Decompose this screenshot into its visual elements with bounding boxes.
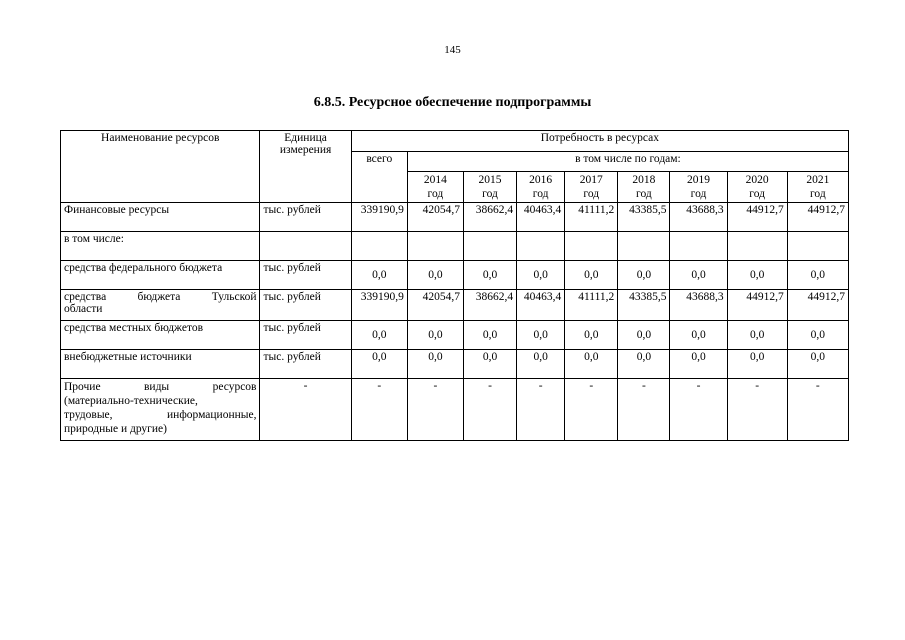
cell-value: 0,0	[517, 261, 565, 290]
row-name	[61, 379, 260, 441]
row-name-line1: Прочие виды ресурсов	[64, 381, 257, 393]
table-row	[61, 261, 849, 290]
cell-value: 38662,4	[463, 203, 516, 232]
header-year: 2016 год	[517, 172, 565, 203]
row-name-line2: (материально-технические,	[64, 395, 198, 407]
cell-value: 0,0	[463, 350, 516, 379]
cell-value: 42054,7	[407, 203, 463, 232]
cell-value	[727, 232, 787, 261]
cell-value: 43385,5	[618, 203, 670, 232]
cell-value	[407, 232, 463, 261]
row-unit	[260, 232, 351, 261]
cell-value: 0,0	[407, 261, 463, 290]
cell-value: 0,0	[670, 261, 727, 290]
cell-value: -	[517, 379, 565, 441]
cell-value: 43385,5	[618, 290, 670, 321]
cell-value: 0,0	[463, 321, 516, 350]
row-unit: тыс. рублей	[260, 350, 351, 379]
row-unit: тыс. рублей	[260, 261, 351, 290]
row-unit: тыс. рублей	[260, 290, 351, 321]
cell-value	[618, 232, 670, 261]
page-number: 145	[444, 44, 461, 56]
row-total: 0,0	[351, 261, 407, 290]
header-unit-line1: Единица	[284, 132, 327, 144]
cell-value: -	[670, 379, 727, 441]
cell-value: 0,0	[565, 350, 618, 379]
header-year: 2021 год	[787, 172, 848, 203]
cell-value	[463, 232, 516, 261]
cell-value: 0,0	[463, 261, 516, 290]
row-name-line2: области	[64, 303, 103, 315]
cell-value: 0,0	[618, 321, 670, 350]
cell-value: 0,0	[670, 350, 727, 379]
header-by-years: в том числе по годам:	[407, 152, 848, 172]
cell-value: 0,0	[618, 261, 670, 290]
header-needs: Потребность в ресурсах	[351, 131, 848, 152]
cell-value	[670, 232, 727, 261]
cell-value: 0,0	[517, 321, 565, 350]
row-unit: тыс. рублей	[260, 203, 351, 232]
cell-value: 0,0	[787, 321, 848, 350]
cell-value: 44912,7	[787, 290, 848, 321]
cell-value: 44912,7	[727, 203, 787, 232]
header-total: всего	[351, 152, 407, 203]
cell-value: -	[787, 379, 848, 441]
section-title: 6.8.5. Ресурсное обеспечение подпрограммы	[313, 95, 592, 110]
cell-value: 44912,7	[787, 203, 848, 232]
row-total: 339190,9	[351, 290, 407, 321]
header-name: Наименование ресурсов	[61, 131, 260, 203]
cell-value: 0,0	[565, 261, 618, 290]
cell-value: 38662,4	[463, 290, 516, 321]
row-total: 339190,9	[351, 203, 407, 232]
cell-value: 40463,4	[517, 290, 565, 321]
cell-value: 43688,3	[670, 203, 727, 232]
row-name	[61, 290, 260, 321]
cell-value: 40463,4	[517, 203, 565, 232]
cell-value: -	[407, 379, 463, 441]
header-year: 2015 год	[463, 172, 516, 203]
cell-value: 0,0	[727, 261, 787, 290]
table-row	[61, 203, 849, 232]
cell-value: -	[565, 379, 618, 441]
row-name: внебюджетные источники	[61, 350, 260, 379]
cell-value	[787, 232, 848, 261]
cell-value: 0,0	[727, 321, 787, 350]
cell-value: 43688,3	[670, 290, 727, 321]
row-unit: тыс. рублей	[260, 321, 351, 350]
header-unit	[260, 131, 351, 203]
cell-value: -	[463, 379, 516, 441]
row-name-line4: природные и другие)	[64, 423, 167, 435]
header-year: 2020 год	[727, 172, 787, 203]
row-name: средства федерального бюджета	[61, 261, 260, 290]
cell-value: -	[618, 379, 670, 441]
header-year: 2018 год	[618, 172, 670, 203]
row-name: Финансовые ресурсы	[61, 203, 260, 232]
cell-value: -	[727, 379, 787, 441]
row-name-line1: средства бюджета Тульской	[64, 291, 257, 303]
cell-value: 0,0	[787, 350, 848, 379]
row-total	[351, 232, 407, 261]
row-unit: -	[260, 379, 351, 441]
cell-value	[517, 232, 565, 261]
row-total: 0,0	[351, 321, 407, 350]
cell-value: 0,0	[517, 350, 565, 379]
cell-value: 0,0	[618, 350, 670, 379]
header-year: 2017 год	[565, 172, 618, 203]
row-name: в том числе:	[61, 232, 260, 261]
cell-value: 0,0	[787, 261, 848, 290]
cell-value: 0,0	[670, 321, 727, 350]
row-total: -	[351, 379, 407, 441]
cell-value: 0,0	[565, 321, 618, 350]
table-row	[61, 290, 849, 321]
table-row	[61, 321, 849, 350]
row-name-line3: трудовые, информационные,	[64, 409, 257, 421]
header-year: 2014 год	[407, 172, 463, 203]
cell-value: 41111,2	[565, 203, 618, 232]
resource-table	[60, 130, 849, 441]
table-row	[61, 379, 849, 441]
header-unit-line2: измерения	[279, 144, 332, 156]
cell-value	[565, 232, 618, 261]
cell-value: 0,0	[727, 350, 787, 379]
row-total: 0,0	[351, 350, 407, 379]
header-year: 2019 год	[670, 172, 727, 203]
cell-value: 41111,2	[565, 290, 618, 321]
cell-value: 0,0	[407, 350, 463, 379]
row-name: средства местных бюджетов	[61, 321, 260, 350]
cell-value: 0,0	[407, 321, 463, 350]
table-row	[61, 350, 849, 379]
cell-value: 42054,7	[407, 290, 463, 321]
cell-value: 44912,7	[727, 290, 787, 321]
table-row	[61, 232, 849, 261]
